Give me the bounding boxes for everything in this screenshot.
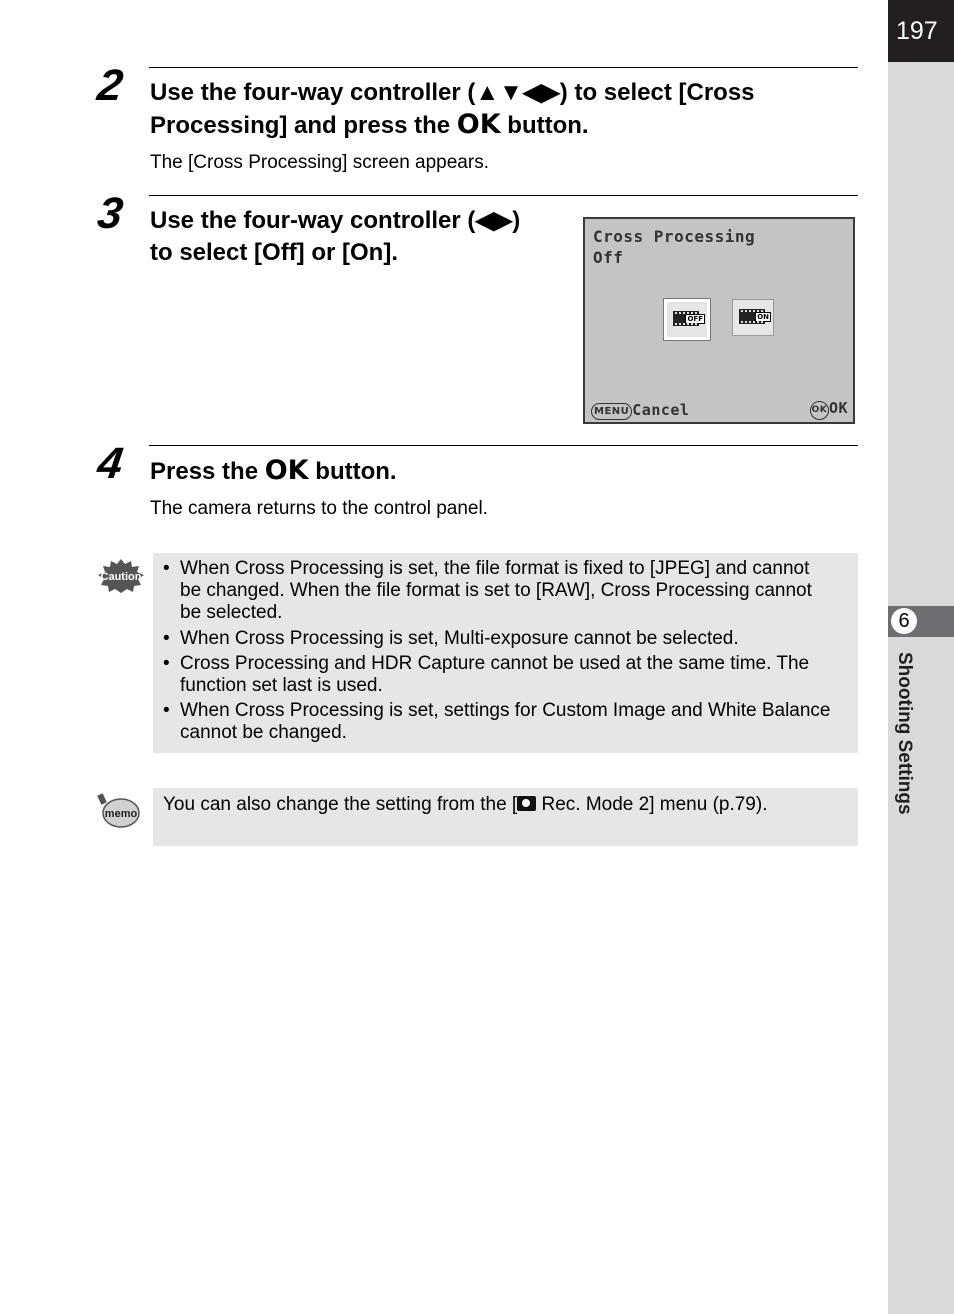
cancel-control[interactable] (591, 401, 689, 420)
page-number: 197 (888, 0, 954, 62)
step4-number: 4 (94, 439, 126, 488)
caution-item-line: be selected. (180, 602, 283, 623)
ok-label: OK (828, 399, 848, 417)
step3-rule (149, 195, 858, 196)
memo-text (163, 794, 767, 816)
film-on-icon (739, 309, 769, 324)
ok-circle-icon: OK (810, 401, 829, 420)
ok-button-icon: OK (456, 109, 501, 140)
step2-number: 2 (94, 61, 126, 110)
memo-icon-label: memo (104, 808, 138, 820)
screen-title: Cross Processing (593, 227, 756, 246)
step2-rule (149, 67, 858, 68)
screen-value: Off (593, 248, 624, 267)
caution-item (180, 558, 852, 624)
memo-text-post: Rec. Mode 2] menu (p.79). (536, 794, 768, 815)
camera-screen (583, 217, 855, 424)
caution-box (153, 553, 858, 753)
step3-heading-line1: Use the four-way controller (◀▶) (150, 207, 521, 234)
caution-item-line: be changed. When the file format is set to [RAW], Cross Processing cannot (180, 580, 812, 601)
step4-body: The camera returns to the control panel. (150, 498, 488, 519)
memo-text-pre: You can also change the setting from the [ (163, 794, 518, 815)
camera-icon (517, 796, 536, 811)
step4-heading-post: button. (308, 458, 397, 485)
memo-box (153, 788, 858, 846)
menu-button-icon: MENU (591, 403, 632, 420)
caution-item-line: function set last is used. (180, 675, 383, 696)
caution-item-line: When Cross Processing is set, the file format is fixed to [JPEG] and cannot (180, 558, 810, 579)
step4-heading-pre: Press the (150, 458, 265, 485)
caution-item-line: Cross Processing and HDR Capture cannot be used at the same time. The (180, 653, 810, 674)
step2-heading-post: button. (500, 112, 589, 139)
film-off-icon (673, 311, 703, 326)
step3-heading-line2: to select [Off] or [On]. (150, 239, 398, 266)
caution-item (180, 628, 852, 650)
step2-heading-line2 (150, 109, 589, 142)
ok-control[interactable] (810, 399, 848, 420)
caution-item-line: When Cross Processing is set, Multi-exposure cannot be selected. (180, 628, 739, 649)
chapter-number: 6 (891, 608, 917, 634)
step2-heading-line1: Use the four-way controller (▲▼◀▶) to select [Cross (150, 79, 755, 106)
option-off[interactable] (664, 299, 710, 340)
caution-icon (97, 558, 145, 594)
option-off-label: OFF (687, 315, 703, 323)
caution-item (180, 700, 852, 744)
step4-heading (150, 455, 397, 488)
step4-rule (149, 445, 858, 446)
cancel-label: Cancel (632, 401, 690, 419)
caution-item-line: When Cross Processing is set, settings for Custom Image and White Balance (180, 700, 831, 721)
memo-icon (97, 793, 141, 829)
caution-icon-label: Caution (100, 571, 142, 583)
chapter-title: Shooting Settings (894, 652, 915, 815)
step3-number: 3 (94, 189, 126, 238)
option-on[interactable] (732, 299, 774, 336)
step2-heading-pre: Processing] and press the (150, 112, 457, 139)
ok-button-icon: OK (264, 455, 309, 486)
caution-item-line: cannot be changed. (180, 722, 347, 743)
step2-body: The [Cross Processing] screen appears. (150, 152, 489, 173)
option-on-label: ON (757, 313, 769, 321)
caution-item (180, 653, 852, 697)
